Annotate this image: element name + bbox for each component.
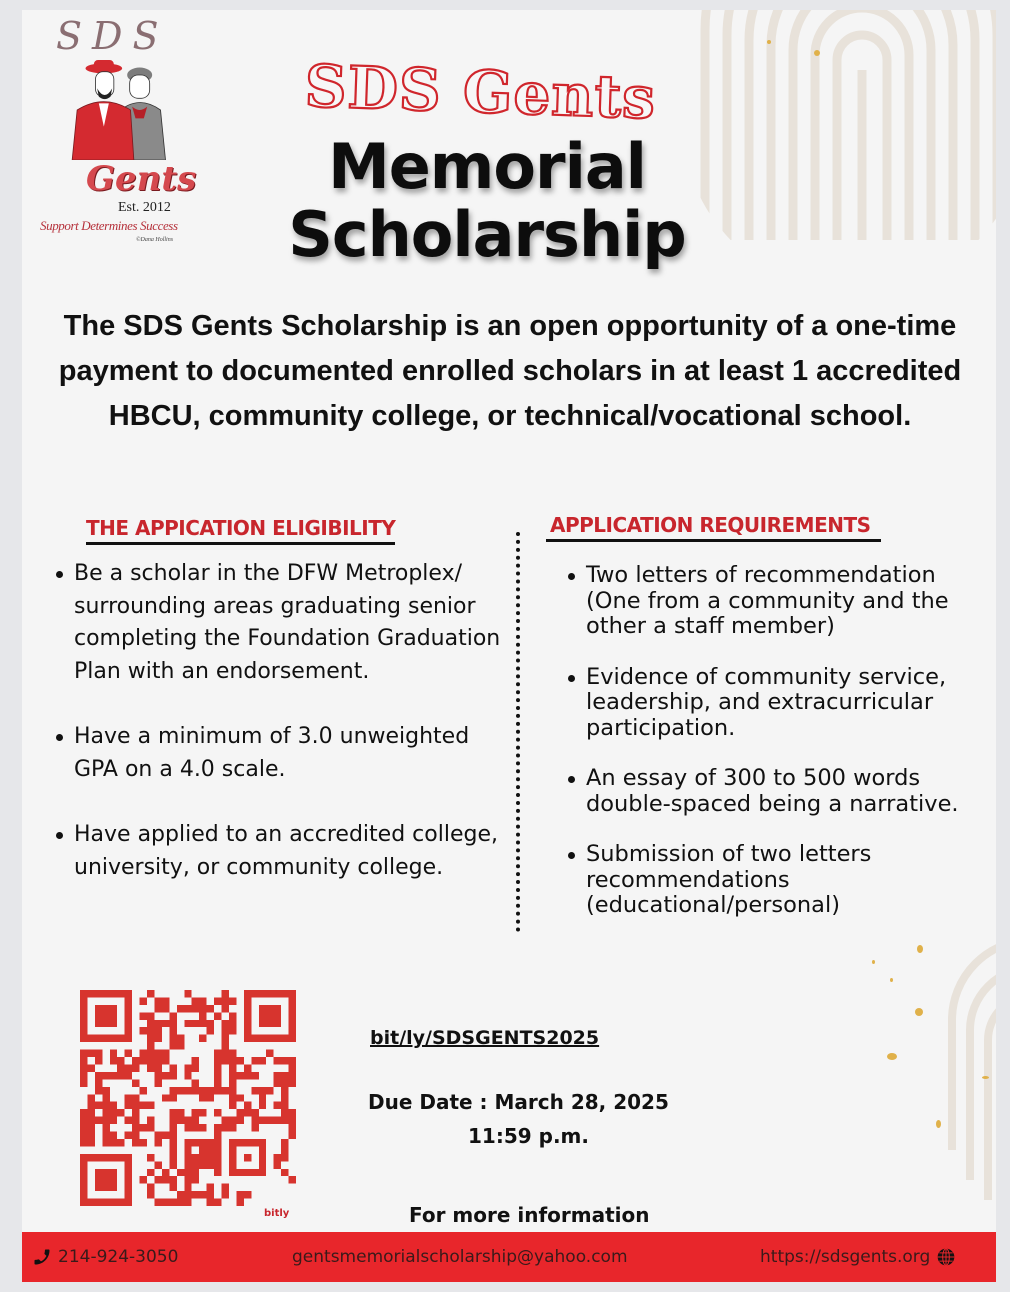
confetti-icon: [872, 960, 875, 964]
heading-underline: [86, 542, 395, 545]
logo-tagline: Support Determines Success: [40, 218, 178, 233]
eligibility-heading: [86, 516, 395, 545]
list-item: An essay of 300 to 500 words double-spaced being a narrative.: [564, 766, 994, 817]
logo-monogram: SDS: [56, 14, 169, 58]
confetti-icon: [887, 1053, 897, 1060]
logo-signature: ©Dana Hollins: [136, 237, 174, 243]
bitly-brand: bitly: [264, 1208, 290, 1219]
phone-icon: [32, 1247, 52, 1267]
eligibility-heading-text: THE APPICATION ELIGIBILITY: [86, 516, 396, 540]
confetti-icon: [982, 1076, 989, 1079]
list-item: Be a scholar in the DFW Metroplex/ surrounding areas graduating senior completing the Foundation Graduation Plan with an endorsement.: [52, 558, 512, 688]
intro-paragraph: The SDS Gents Scholarship is an open opportunity of a one-time payment to documented enrolled scholars in at least 1 accredited HBCU, community college, or technical/vocational school.: [58, 310, 962, 432]
qr-code-icon[interactable]: [80, 990, 296, 1206]
due-time: 11:59 p.m.: [468, 1124, 589, 1148]
list-item: Submission of two letters recommendations (educational/personal): [564, 842, 994, 919]
due-date: Due Date : March 28, 2025: [368, 1090, 669, 1114]
logo-established: Est. 2012: [118, 200, 171, 215]
globe-icon: [936, 1247, 956, 1267]
eligibility-list: [52, 558, 512, 917]
website-contact[interactable]: [760, 1246, 956, 1268]
list-item: Evidence of community service, leadership, and extracurricular participation.: [564, 665, 994, 742]
confetti-icon: [936, 1120, 941, 1128]
phone-contact[interactable]: [32, 1246, 178, 1268]
confetti-icon: [915, 1008, 923, 1016]
dotted-divider: [516, 532, 520, 932]
confetti-icon: [917, 945, 923, 953]
scholarship-flyer: [22, 10, 996, 1282]
email-contact[interactable]: gentsmemorialscholarship@yahoo.com: [292, 1247, 628, 1267]
application-link[interactable]: bit/ly/SDSGENTS2025: [370, 1027, 600, 1049]
more-info-label: For more information: [409, 1203, 650, 1227]
website-url: https://sdsgents.org: [760, 1247, 931, 1267]
arch-decoration-icon: [942, 900, 996, 1200]
confetti-icon: [890, 978, 893, 982]
list-item: Have a minimum of 3.0 unweighted GPA on a 4.0 scale.: [52, 721, 512, 786]
script-title: SDS Gents: [303, 52, 658, 133]
phone-number: 214-924-3050: [58, 1247, 179, 1267]
requirements-heading-text: APPLICATION REQUIREMENTS: [550, 513, 871, 537]
title-memorial: Memorial: [328, 130, 646, 203]
heading-underline: [546, 539, 881, 542]
requirements-list: [564, 563, 994, 944]
logo-name: Gents: [86, 159, 197, 199]
requirements-heading: [550, 513, 871, 542]
list-item: Have applied to an accredited college, university, or community college.: [52, 819, 512, 884]
confetti-icon: [814, 50, 820, 56]
list-item: Two letters of recommendation (One from a community and the other a staff member): [564, 563, 994, 640]
confetti-icon: [767, 40, 771, 44]
title-scholarship: Scholarship: [288, 198, 686, 271]
contact-footer: [22, 1232, 996, 1282]
